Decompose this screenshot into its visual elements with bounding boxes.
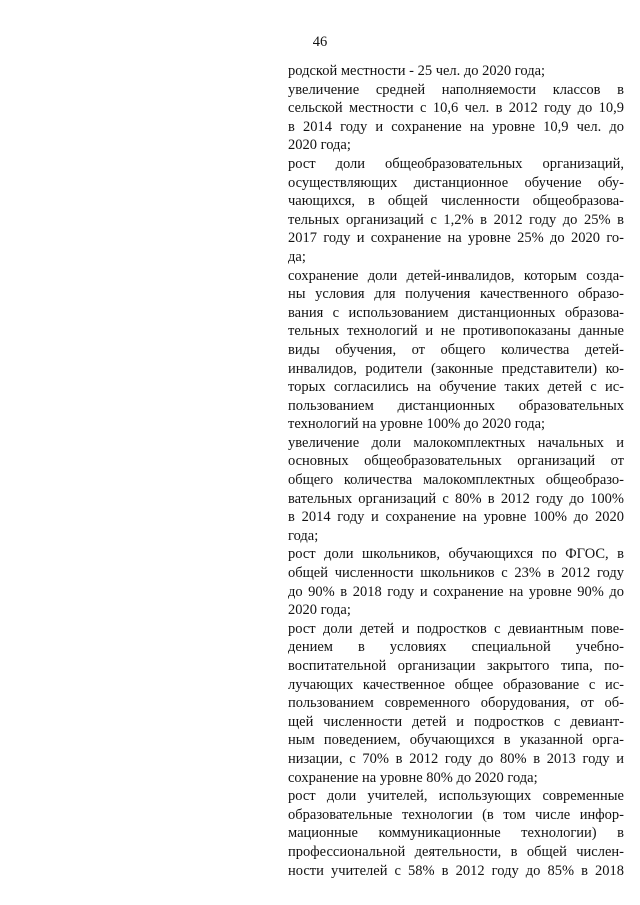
paragraph — [288, 62, 624, 81]
text-line: вания с использованием дистанционных образова- — [288, 304, 624, 321]
text-line: тельных организаций с 1,2% в 2012 году до 25% в — [288, 211, 624, 228]
paragraph — [288, 81, 624, 155]
text-line: общего количества малокомплектных общеобразо- — [288, 472, 624, 489]
text-line: да; — [288, 248, 306, 265]
text-line: сельской местности с 10,6 чел. в 2012 году до 10,9 — [288, 100, 624, 117]
paragraph — [288, 620, 624, 787]
page-number: 46 — [312, 34, 328, 50]
paragraph — [288, 155, 624, 267]
text-line: ности учителей с 58% в 2012 году до 85% в 2018 — [288, 862, 624, 879]
text-line: основных общеобразовательных организаций от — [288, 453, 624, 470]
text-line: года; — [288, 527, 319, 544]
text-line: лучающих качественное общее образование с ис- — [288, 676, 624, 693]
text-line: 2020 года; — [288, 137, 351, 154]
text-line: тельных технологий и не противопоказаны данные — [288, 323, 624, 340]
text-line: дением в условиях специальной учебно- — [288, 639, 624, 656]
document-body-text — [288, 62, 624, 880]
text-line: воспитательной организации закрытого типа, по- — [288, 658, 624, 674]
text-line: ным поведением, обучающихся в указанной орга- — [288, 732, 624, 749]
text-line: общей численности школьников с 23% в 2012 году — [288, 565, 624, 582]
text-line: рост доли общеобразовательных организаций, — [288, 155, 624, 172]
text-line: 2020 года; — [288, 602, 351, 619]
text-line: вательных организаций с 80% в 2012 году до 100% — [288, 490, 624, 507]
paragraph — [288, 545, 624, 619]
text-line: технологий на уровне 100% до 2020 года; — [288, 416, 546, 433]
text-line: низации, с 70% в 2012 году до 80% в 2013 году и — [288, 750, 624, 767]
text-line: пользованием современного оборудования, от об- — [288, 695, 624, 712]
text-line: увеличение доли малокомплектных начальных и — [288, 434, 624, 451]
text-line: в 2014 году и сохранение на уровне 100% до 2020 — [288, 509, 624, 526]
text-line: чающихся, в общей численности общеобразова- — [288, 193, 624, 210]
text-line: образовательные технологии (в том числе инфор- — [288, 806, 624, 823]
text-line: сохранение на уровне 80% до 2020 года; — [288, 769, 538, 786]
text-line: увеличение средней наполняемости классов в — [288, 81, 624, 98]
paragraph — [288, 267, 624, 434]
text-line: до 90% в 2018 году и сохранение на уровне 90% до — [288, 583, 624, 600]
text-line: виды обучения, от общего количества детей- — [288, 341, 624, 358]
text-line: рост доли детей и подростков с девиантным пове- — [288, 620, 624, 637]
text-line: рост доли учителей, использующих современные — [288, 788, 624, 805]
text-line: щей численности детей и подростков с девиант- — [288, 713, 624, 730]
text-line: в 2014 году и сохранение на уровне 10,9 чел. до — [288, 118, 624, 135]
text-line: ны условия для получения качественного образо- — [288, 286, 624, 303]
text-line: родской местности - 25 чел. до 2020 года; — [288, 63, 546, 79]
text-line: торых согласились на обучение таких детей с ис- — [288, 379, 624, 396]
text-line: пользованием дистанционных образовательных — [288, 397, 624, 414]
text-line: осуществляющих дистанционное обучение обу- — [288, 174, 624, 191]
paragraph — [288, 787, 624, 880]
text-line: мационные коммуникационные технологии) в — [288, 825, 624, 842]
text-line: профессиональной деятельности, в общей числен- — [288, 843, 624, 860]
text-line: рост доли школьников, обучающихся по ФГОС, в — [288, 546, 624, 563]
text-line: сохранение доли детей-инвалидов, которым созда- — [288, 267, 624, 284]
text-line: 2017 году и сохранение на уровне 25% до 2020 го- — [288, 230, 624, 247]
text-line: инвалидов, родители (законные представители) ко- — [288, 360, 624, 377]
paragraph — [288, 434, 624, 546]
